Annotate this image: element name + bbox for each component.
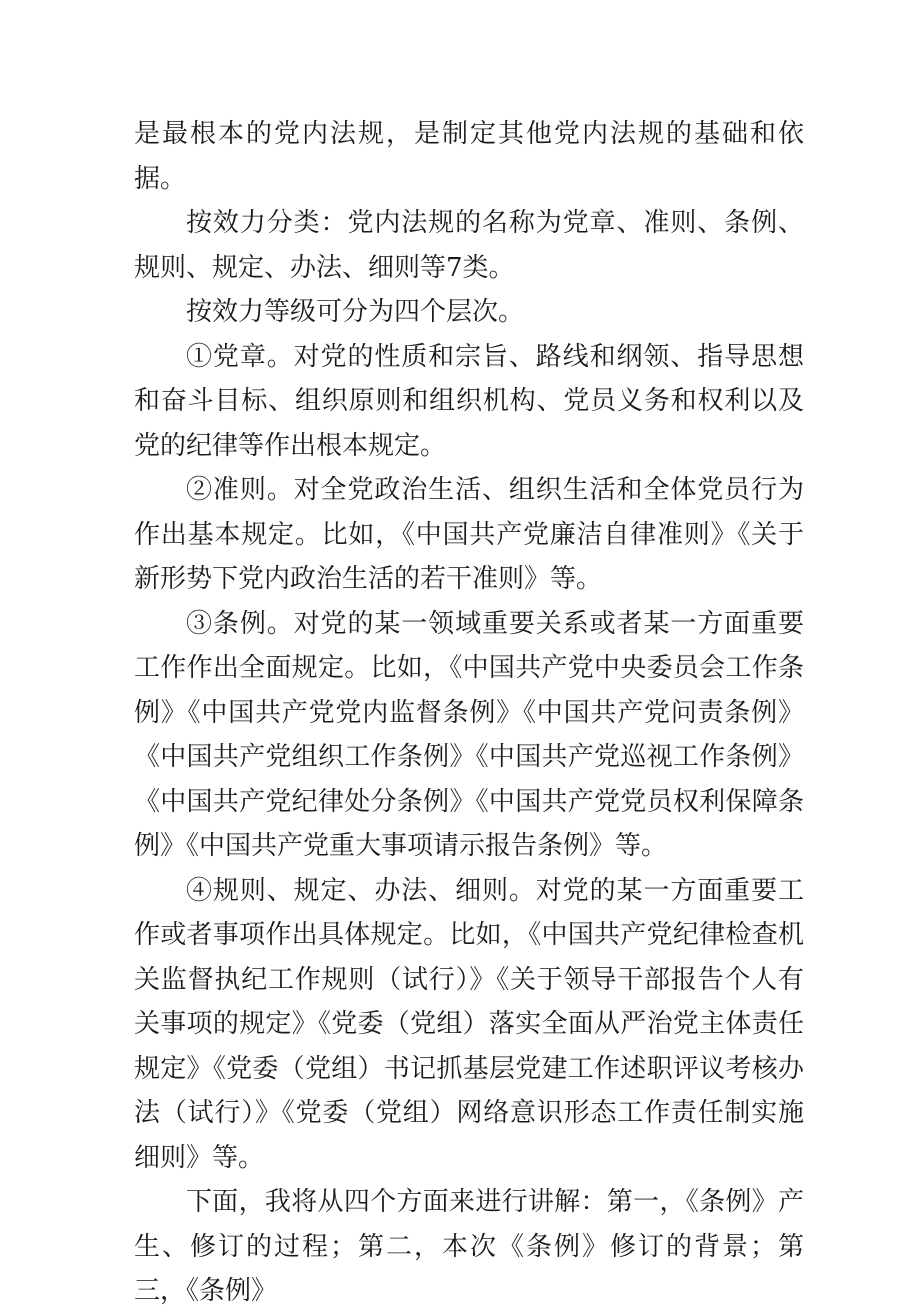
paragraph-2: 按效力分类：党内法规的名称为党章、准则、条例、规则、规定、办法、细则等7类。 [134,208,804,283]
paragraph-6: ③条例。对党的某一领域重要关系或者某一方面重要工作作出全面规定。比如，《中国共产党中央委员会工作条例》《中国共产党党内监督条例》《中国共产党问责条例》《中国共产党组织工作条例》《中国共产党巡视工作条例》《中国共产党纪律处分条例》《中国共产党党员权利保障条例》《中国共产党重大事项请示报告条例》等。 [134,608,804,861]
paragraph-5: ②准则。对全党政治生活、组织生活和全体党员行为作出基本规定。比如，《中国共产党廉洁自律准则》《关于新形势下党内政治生活的若干准则》等。 [134,475,804,594]
paragraph-7: ④规则、规定、办法、细则。对党的某一方面重要工作或者事项作出具体规定。比如，《中国共产党纪律检查机关监督执纪工作规则（试行）》《关于领导干部报告个人有关事项的规定》《党委（党组）落实全面从严治党主体责任规定》《党委（党组）书记抓基层党建工作述职评议考核办法（试行）》《党委（党组）网络意识形态工作责任制实施细则》等。 [134,875,804,1173]
paragraph-3: 按效力等级可分为四个层次。 [186,297,525,327]
document-body [134,112,804,1314]
paragraph-1: 是最根本的党内法规，是制定其他党内法规的基础和依据。 [134,119,804,194]
paragraph-4: ①党章。对党的性质和宗旨、路线和纲领、指导思想和奋斗目标、组织原则和组织机构、党员义务和权利以及党的纪律等作出根本规定。 [134,341,804,461]
paragraph-8: 下面，我将从四个方面来进行讲解：第一，《条例》产生、修订的过程；第二，本次《条例》修订的背景；第三，《条例》 [134,1187,804,1306]
